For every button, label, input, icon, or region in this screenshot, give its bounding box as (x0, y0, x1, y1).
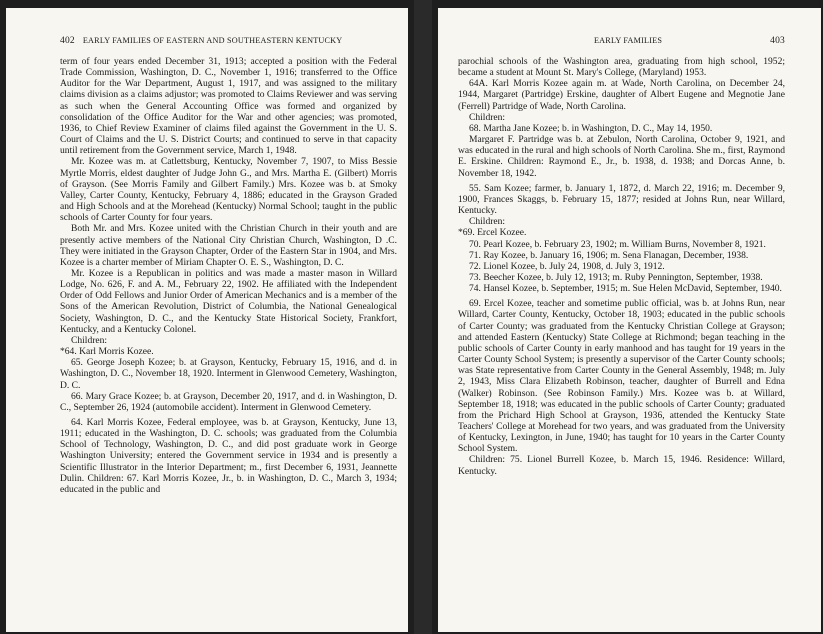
child-entry: *64. Karl Morris Kozee. (60, 346, 154, 358)
child-entry: 71. Ray Kozee, b. January 16, 1906; m. Sena Flanagan, December, 1938. (469, 249, 749, 261)
paragraph: Children: (71, 334, 108, 346)
left-running-head: EARLY FAMILIES OF EASTERN AND SOUTHEASTERN KENTUCKY (82, 36, 343, 45)
child-entry: 73. Beecher Kozee, b. July 12, 1913; m. Ruby Pennington, September, 1938. (469, 271, 763, 283)
right-page (438, 8, 821, 632)
paragraph: Both Mr. and Mrs. Kozee united with the Christian Church in their youth and are presently active members of the National City Christian Church, Washington, D .C. They were initiated in the Grayson Chapter, Order of the Eastern Star in 1904, and Mrs. Kozee is a charter member of Miriam Chapter O. E. S., Washington, D. C. (60, 223, 397, 268)
entry-paragraph: 64. Karl Morris Kozee, Federal employee, was b. at Grayson, Kentucky, June 13, 1911; educated in the Washington, D. C. schools; was graduated from the Columbia School of Technology, Washington, D. C., and did post graduate work in George Washington University; entered the Government service in 1934 and is presently a Scientific Illustrator in the Interior Department; m., first December 6, 1931, Jeannette Dulin. Children: 67. Karl Morris Kozee, Jr., b. in Washington, D. C., March 3, 1934; educated in the public and (60, 417, 397, 495)
left-running-header (60, 36, 397, 46)
child-entry: 72. Lionel Kozee, b. July 24, 1908, d. July 3, 1912. (469, 260, 665, 272)
paragraph: Children: 75. Lionel Burrell Kozee, b. March 15, 1946. Residence: Willard, Kentucky. (458, 454, 785, 477)
paragraph: Margaret F. Partridge was b. at Zebulon, North Carolina, October 9, 1921, and was educated in the rural and high schools of North Carolina. She m., first, Raymond E. Erskine. Children: Raymond E., Jr., b. 1938, d. 1938; and Dorcas Anne, b. November 18, 1942. (458, 134, 785, 179)
child-entry: 66. Mary Grace Kozee; b. at Grayson, December 20, 1917, and d. in Washington, D. C., September 26, 1924 (automobile accident). Interment in Glenwood Cemetery. (60, 390, 397, 413)
right-running-head: EARLY FAMILIES (593, 36, 663, 45)
paragraph: Mr. Kozee is a Republican in politics and was made a master mason in Willard Lodge, No. 626, F. and A. M., February 22, 1902. He affiliated with the Independent Order of Odd Fellows and Junior Order of American Mechanics and is a member of the Sons of the American Revolution, District of Columbia, the National Genealogical Society, Washington, D. C., and the Kentucky State Historical Society, Frankfort, Kentucky, and a Kentucky Colonel. (60, 267, 397, 335)
child-entry: 68. Martha Jane Kozee; b. in Washington, D. C., May 14, 1950. (469, 122, 713, 134)
child-entry: *69. Ercel Kozee. (458, 227, 527, 239)
paragraph: Mr. Kozee was m. at Catlettsburg, Kentucky, November 7, 1907, to Miss Bessie Myrtle Morris, eldest daughter of Judge John G., and Mrs. Martha E. (Gilbert) Morris of Grayson. (See Morris Family and Gilbert Family.) Mrs. Kozee was b. at Smoky Valley, Carter County, Kentucky, February 4, 1886; educated in the Grayson Graded and High Schools and at the Morehead (Kentucky) Normal School; taught in the public schools of Carter County for four years. (60, 156, 397, 224)
child-entry: 65. George Joseph Kozee; b. at Grayson, Kentucky, February 15, 1916, and d. in Washington, D. C., November 18, 1920. Interment in Glenwood Cemetery, Washington, D. C. (60, 357, 397, 391)
paragraph: term of four years ended December 31, 1913; accepted a position with the Federal Trade Commission, Washington, D. C., November 1, 1916; transferred to the Office Auditor for the War Department, August 1, 1917, and was assigned to the military claims division as a claims adjustor; was promoted to Claims Reviewer and was serving as such when the General Accounting Office was formed and organized by consolidation of the Office Auditor for the War and other agencies; was promoted, 1936, to Chief Review Examiner of claims filed against the Government in the U. S. Court of Claims and the U. S. District Courts; and continued to serve in that capacity until retirement from the Government service, March 1, 1948. (60, 56, 397, 157)
entry-paragraph: 55. Sam Kozee; farmer, b. January 1, 1872, d. March 22, 1916; m. December 9, 1900, Frances Skaggs, b. February 15, 1877; resided at Johns Run, near Willard, Kentucky. (458, 182, 785, 217)
right-page-body (458, 56, 785, 477)
book-gutter (414, 0, 432, 634)
right-running-header (458, 36, 785, 46)
paragraph: Children: (469, 111, 506, 123)
right-page-number: 403 (770, 36, 785, 46)
child-entry: 70. Pearl Kozee, b. February 23, 1902; m. William Burns, November 8, 1921. (469, 238, 766, 250)
paragraph: 64A. Karl Morris Kozee again m. at Wade, North Carolina, on December 24, 1944, Margaret (Partridge) Erskine, daughter of Albert Eugene and Megnotie Jane (Ferrell) Partridge of Wade, North Carolina. (458, 78, 785, 112)
entry-paragraph: 69. Ercel Kozee, teacher and sometime public official, was b. at Johns Run, near Willard, Carter County, Kentucky, October 18, 1903; educated in the public schools of Carter County; was graduated from the Kentucky Christian College at Grayson; and attended Eastern (Kentucky) State College at Richmond; began teaching in the public schools of Carter County in early manhood and has taught for 19 years in the Carter County School System; is presently a supervisor of the Carter County schools; was State representative from Carter County in the General Assembly, 1948; m. July 2, 1943, Miss Clara Elizabeth Robinson, teacher, daughter of Burrell and Edna (Walker) Robinson. (See Robinson Family.) Mrs. Kozee was b. at Willard, September 18, 1918; was educated in the public schools of Carter County; graduated from the Prichard High School at Grayson, 1936, attended the Kentucky State Teachers' College at Morehead for two years, and was graduated from the University of Kentucky, Lexington, in June, 1940; has taught for 10 years in the Carter County School System. (458, 298, 785, 455)
left-page-number: 402 (60, 36, 75, 46)
paragraph: Children: (469, 216, 506, 228)
child-entry: 74. Hansel Kozee, b. September, 1915; m. Sue Helen McDavid, September, 1940. (469, 283, 782, 295)
left-page (6, 8, 408, 632)
left-page-body (60, 56, 397, 495)
paragraph: parochial schools of the Washington area, graduating from high school, 1952; became a student at Mount St. Mary's College, (Maryland) 1953. (458, 56, 785, 79)
